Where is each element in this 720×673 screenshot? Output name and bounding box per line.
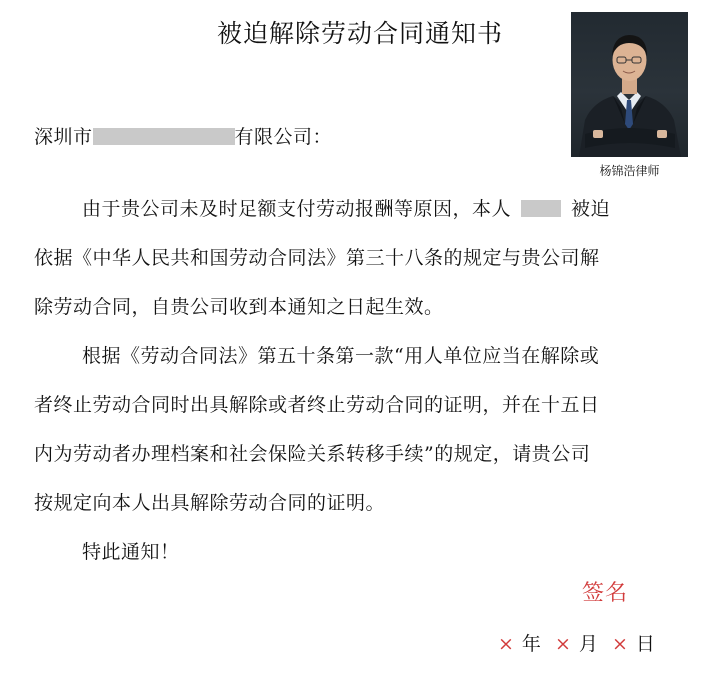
paragraph2-line2: 者终止劳动合同时出具解除或者终止劳动合同的证明，并在十五日: [34, 394, 600, 416]
month-placeholder-mark: ×: [554, 633, 571, 655]
year-placeholder-mark: ×: [498, 633, 514, 655]
paragraph1-text-b: 被迫: [571, 198, 611, 220]
lawyer-photo-caption: 杨锦浩律师: [599, 164, 660, 178]
day-placeholder-mark: ×: [611, 633, 628, 655]
document-title: 被迫解除劳动合同通知书: [216, 19, 503, 48]
year-label: 年: [521, 633, 541, 655]
day-label: 日: [635, 633, 655, 655]
paragraph2-line3: 内为劳动者办理档案和社会保险关系转移手续”的规定，请贵公司: [34, 443, 591, 465]
addressee-suffix: 有限公司：: [234, 126, 333, 148]
redacted-person-name: [521, 200, 561, 217]
paragraph1-text-a: 由于贵公司未及时足额支付劳动报酬等原因，本人: [82, 198, 512, 220]
paragraph1-line3: 除劳动合同，自贵公司收到本通知之日起生效。: [34, 296, 444, 318]
date-row: [498, 629, 663, 656]
addressee-line: [34, 122, 332, 149]
paragraph1-line1: [82, 194, 610, 221]
paragraph1-line2: 依据《中华人民共和国劳动合同法》第三十八条的规定与贵公司解: [34, 247, 600, 269]
lawyer-portrait-photo: [571, 12, 688, 157]
month-label: 月: [578, 633, 598, 655]
paragraph2-line1: 根据《劳动合同法》第五十条第一款“用人单位应当在解除或: [82, 345, 600, 367]
redacted-company-name: [93, 128, 235, 145]
addressee-prefix: 深圳市: [34, 126, 93, 148]
lawyer-photo-card: [571, 12, 688, 184]
signature-label: 签名: [582, 581, 629, 606]
paragraph2-line4: 按规定向本人出具解除劳动合同的证明。: [34, 492, 386, 514]
closing-line: 特此通知！: [82, 541, 180, 563]
portrait-illustration: [571, 12, 688, 157]
